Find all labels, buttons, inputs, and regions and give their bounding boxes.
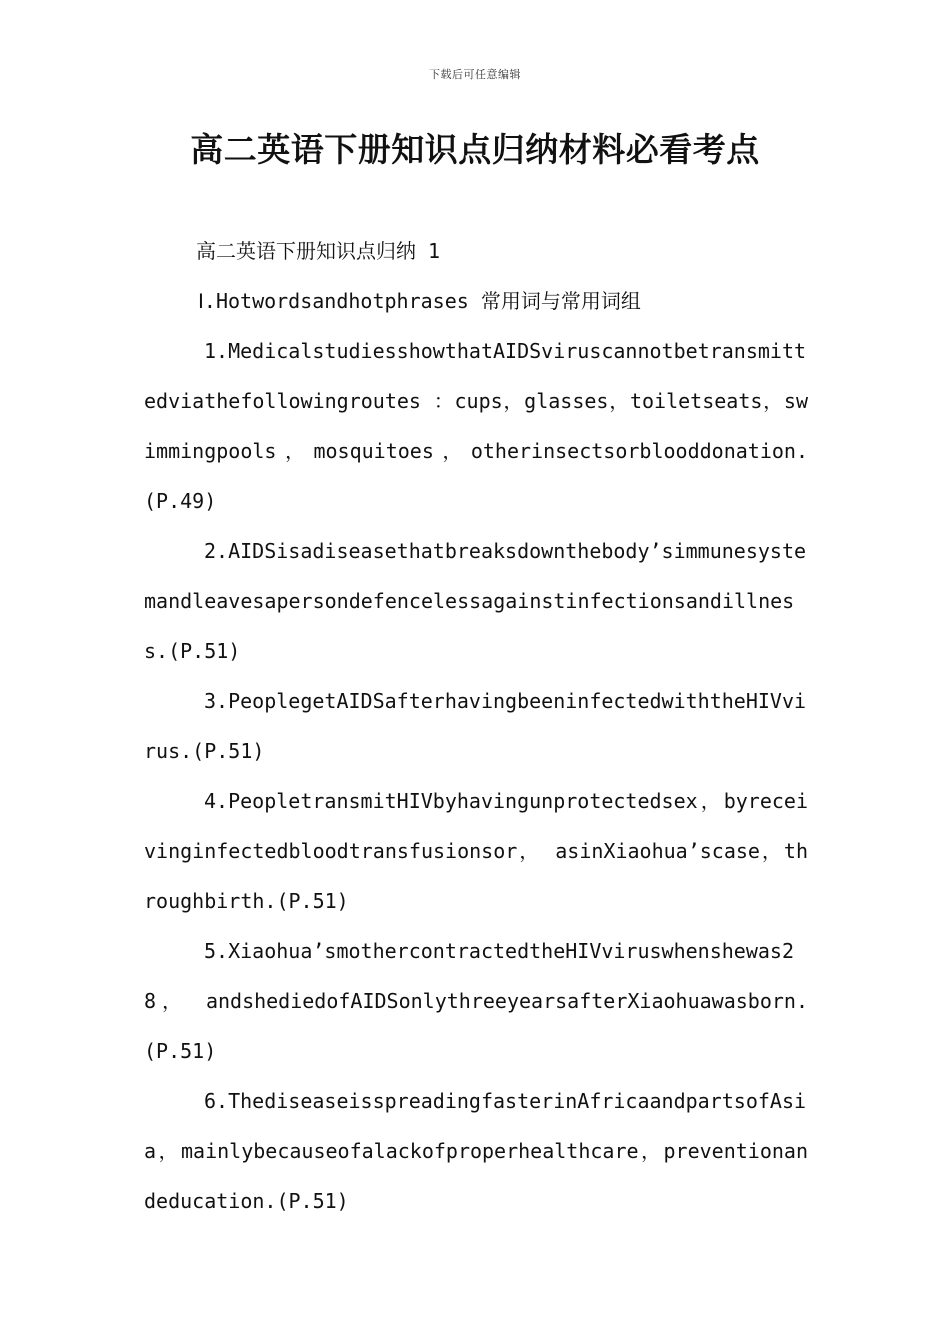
list-item: 2.AIDSisadiseasethatbreaksdownthebody’simmunesystemandleavesapersondefencelessagainstinfectionsandillness.(P.51) [144, 539, 807, 663]
subsection-heading: Ⅰ.Hotwordsandhotphrases 常用词与常用词组 [198, 289, 641, 313]
list-item: 6.ThediseaseisspreadingfasterinAfricaandpartsofAsia，mainlybecauseofalackofproperhealthcare，preventionandeducation.(P.51) [144, 1089, 808, 1213]
header-note: 下载后可任意编辑 [429, 68, 521, 81]
section-heading: 高二英语下册知识点归纳 1 [196, 239, 441, 263]
document-title: 高二英语下册知识点归纳材料必看考点 [190, 130, 760, 169]
list-item: 4.PeopletransmitHIVbyhavingunprotectedsex，byreceivinginfectedbloodtransfusionsor， asinXiaohua’scase，throughbirth.(P.51) [144, 789, 808, 913]
list-item: 5.Xiaohua’smothercontractedtheHIVviruswhenshewas28， andshediedofAIDSonlythreeyearsafterXiaohuawasborn.(P.51) [144, 939, 808, 1063]
list-item: 1.MedicalstudiesshowthatAIDSviruscannotbetransmittedviathefollowingroutes ：cups，glasses，toiletseats，swimmingpools，mosquitoes，otherinsectsorblooddonation.(P.49) [144, 339, 808, 513]
list-item: 3.PeoplegetAIDSafterhavingbeeninfectedwiththeHIVvirus.(P.51) [144, 689, 807, 763]
document-body [144, 226, 808, 1226]
